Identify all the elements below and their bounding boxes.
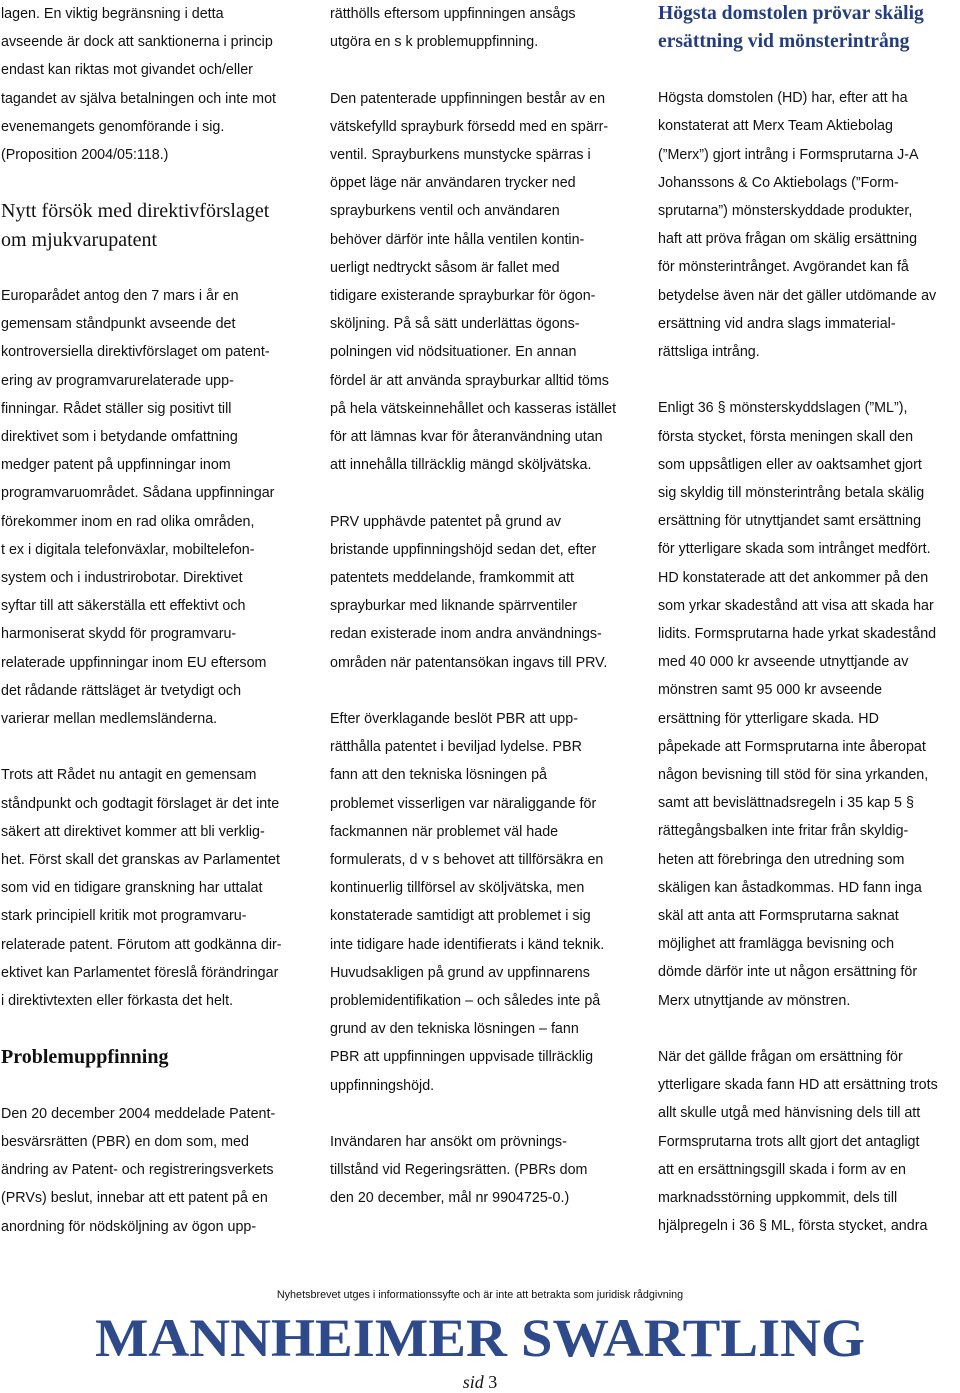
- paragraph: [330, 705, 630, 1100]
- text-line: Formsprutarna trots allt gjort det antagligt: [658, 1133, 920, 1150]
- text-line: inte tidigare hade identifierats i känd teknik.: [330, 936, 605, 953]
- text-line: t ex i digitala telefonväxlar, mobiltelefon-: [1, 541, 255, 558]
- page-number: [0, 1372, 960, 1393]
- section-heading: [658, 0, 960, 56]
- text-line: stark principiell kritik mot programvaru-: [1, 908, 247, 925]
- text-line: harmoniserat skydd för programvaru-: [1, 626, 237, 643]
- text-line: problemidentifikation – och således inte på: [330, 993, 601, 1010]
- text-line: ersättning för ytterligare skada. HD: [658, 710, 879, 727]
- text-line: HD konstaterade att det ankommer på den: [658, 569, 929, 586]
- text-line: kontinuerlig tillförsel av sköljvätska, men: [330, 880, 585, 897]
- text-line: Högsta domstolen prövar skälig: [658, 3, 924, 24]
- text-line: evenemangets genomförande i sig.: [1, 118, 225, 135]
- text-line: system och i industrirobotar. Direktivet: [1, 570, 243, 587]
- text-line: rätthölls eftersom uppfinningen ansågs: [330, 6, 576, 22]
- text-line: Den 20 december 2004 meddelade Patent-: [1, 1105, 276, 1122]
- text-line: lidits. Formsprutarna hade yrkat skadestånd: [658, 626, 937, 643]
- text-line: finningar. Rådet ställer sig positivt till: [1, 400, 232, 417]
- text-line: sig skyldig till mönsterintrång betala skälig: [658, 485, 925, 502]
- paragraph: [658, 84, 960, 366]
- paragraph: [658, 1043, 960, 1240]
- text-line: direktivet som i betydande omfattning: [1, 429, 238, 446]
- column-left: [1, 0, 301, 1241]
- text-line: problemet visserligen var näraliggande för: [330, 795, 597, 812]
- text-line: formulerats, d v s behovet att tillförsäkra en: [330, 852, 604, 869]
- text-line: Enligt 36 § mönsterskyddslagen (”ML”),: [658, 400, 908, 417]
- paragraph: [1, 761, 301, 1015]
- text-line: fördel är att använda sprayburkar alltid töms: [330, 372, 609, 389]
- text-line: haft att pröva frågan om skälig ersättning: [658, 231, 918, 248]
- mannheimer-swartling-logo: [95, 1306, 865, 1366]
- text-line: den 20 december, mål nr 9904725-0.): [330, 1190, 570, 1207]
- text-line: utgöra en s k problemuppfinning.: [330, 34, 539, 51]
- text-line: ersättning vid andra slags immaterial-: [658, 315, 896, 332]
- footer-disclaimer: Nyhetsbrevet utges i informationssyfte och är inte att betrakta som juridisk rådgivning: [276, 1289, 684, 1301]
- text-line: anordning för nödsköljning av ögon upp-: [1, 1218, 257, 1235]
- paragraph: [1, 282, 301, 733]
- text-line: med 40 000 kr avseende utnyttjande av: [658, 654, 909, 671]
- text-line: het. Först skall det granskas av Parlamentet: [1, 852, 280, 869]
- text-line: tillstånd vid Regeringsrätten. (PBRs dom: [330, 1162, 588, 1179]
- text-line: konstaterade samtidigt att problemet i sig: [330, 908, 591, 925]
- text-line: redan existerade inom andra användnings-: [330, 626, 602, 643]
- text-line: programvaruområdet. Sådana uppfinningar: [1, 485, 275, 502]
- text-line: rättsliga intrång.: [658, 344, 760, 361]
- section-heading: [1, 1043, 301, 1071]
- text-line: vätskefylld sprayburk försedd med en spärr-: [330, 118, 609, 135]
- text-line: Europarådet antog den 7 mars i år en: [1, 288, 239, 304]
- text-line: ventil. Sprayburkens munstycke spärras i: [330, 147, 591, 163]
- text-line: (PRVs) beslut, innebar att ett patent på en: [1, 1190, 268, 1207]
- text-line: heten att förebringa den utredning som: [658, 851, 905, 868]
- column-middle: [330, 0, 630, 1213]
- text-line: hjälpregeln i 36 § ML, första stycket, andra: [658, 1218, 928, 1235]
- text-line: kontroversiella direktivförslaget om patent-: [1, 344, 270, 361]
- text-line: Trots att Rådet nu antagit en gemensam: [1, 767, 257, 784]
- text-line: Merx utnyttjande av mönstren.: [658, 992, 851, 1009]
- text-line: syftar till att säkerställa ett effektivt och: [1, 598, 246, 615]
- text-line: områden när patentansökan ingavs till PRV.: [330, 654, 608, 671]
- text-line: uppfinningshöjd.: [330, 1077, 435, 1094]
- text-line: behöver därför inte hålla ventilen kontin-: [330, 231, 585, 248]
- text-line: i direktivtexten eller förkasta det helt.: [1, 993, 234, 1010]
- text-line: om mjukvarupatent: [1, 228, 158, 251]
- text-line: ståndpunkt och godtagit förslaget är det inte: [1, 795, 280, 812]
- text-line: det rådande rättsläget är tvetydigt och: [1, 682, 242, 699]
- text-line: Huvudsakligen på grund av uppfinnarens: [330, 964, 590, 981]
- paragraph: [330, 508, 630, 677]
- paragraph: [330, 85, 630, 480]
- text-line: (Proposition 2004/05:118.): [1, 147, 169, 164]
- text-line: som vid en tidigare granskning har uttalat: [1, 880, 263, 897]
- text-line: PRV upphävde patentet på grund av: [330, 513, 562, 530]
- text-line: Den patenterade uppfinningen består av en: [330, 90, 606, 107]
- text-line: ytterligare skada fann HD att ersättning trots: [658, 1077, 938, 1094]
- text-line: När det gällde frågan om ersättning för: [658, 1049, 903, 1066]
- page-number-value: 3: [488, 1372, 498, 1392]
- text-line: möjlighet att framlägga bevisning och: [658, 936, 895, 953]
- text-line: på hela vätskeinnehållet och kasseras istället: [330, 400, 617, 417]
- text-line: påpekade att Formsprutarna inte åberopat: [658, 738, 926, 755]
- text-line: fann att den tekniska lösningen på: [330, 767, 547, 784]
- text-line: skäl att anta att Formsprutarna saknat: [658, 908, 899, 925]
- text-line: konstaterat att Merx Team Aktiebolag: [658, 118, 893, 135]
- text-line: tidigare existerande sprayburkar för ögon-: [330, 288, 596, 305]
- text-line: Högsta domstolen (HD) har, efter att ha: [658, 90, 908, 107]
- text-line: sköljning. På så sätt underlättas ögons-: [330, 316, 580, 333]
- text-line: samt att bevislättnadsregeln i 35 kap 5 §: [658, 795, 914, 812]
- text-line: ersättning för utnyttjandet samt ersättning: [658, 513, 922, 530]
- paragraph: [658, 394, 960, 1014]
- text-line: tagandet av själva betalningen och inte mot: [1, 90, 277, 107]
- text-line: allt skulle utgå med hänvisning dels till att: [658, 1105, 921, 1122]
- text-line: rättegångsbalken inte fritar från skyldig-: [658, 823, 909, 840]
- text-line: att en ersättningsgill skada i form av en: [658, 1161, 906, 1178]
- text-line: uerligt nedtryckt såsom är fallet med: [330, 259, 560, 276]
- text-line: ändring av Patent- och registreringsverkets: [1, 1162, 274, 1179]
- text-line: grund av den tekniska lösningen – fann: [330, 1021, 579, 1038]
- text-line: sprayburkens ventil och användaren: [330, 203, 560, 220]
- text-line: för ytterligare skada som intrånget medfört.: [658, 541, 931, 558]
- text-line: ering av programvarurelaterade upp-: [1, 372, 234, 389]
- text-line: endast kan riktas mot givandet och/eller: [1, 62, 253, 79]
- text-line: första stycket, första meningen skall den: [658, 428, 914, 445]
- text-line: för mönsterintrånget. Avgörandet kan få: [658, 259, 909, 276]
- text-line: patentets meddelande, framkommit att: [330, 570, 574, 587]
- text-line: rätthålla patentet i beviljad lydelse. PBR: [330, 739, 582, 756]
- text-line: marknadsstörning uppkommit, dels till: [658, 1190, 898, 1207]
- text-line: skäligen kan åstadkommas. HD fann inga: [658, 879, 922, 896]
- text-line: varierar mellan medlemsländerna.: [1, 711, 218, 728]
- text-line: att innehålla tillräcklig mängd sköljvätska.: [330, 457, 592, 474]
- logo-text: MANNHEIMER SWARTLING: [95, 1308, 865, 1366]
- text-line: Efter överklagande beslöt PBR att upp-: [330, 711, 578, 728]
- text-line: (”Merx”) gjort intrång i Formsprutarna J-A: [658, 146, 919, 163]
- section-heading: [1, 197, 301, 253]
- text-line: någon bevisning till stöd för sina yrkanden,: [658, 767, 929, 784]
- text-line: Johanssons & Co Aktiebolags (”Form-: [658, 174, 899, 191]
- text-line: sprutarna”) mönsterskyddade produkter,: [658, 203, 913, 219]
- text-line: avseende är dock att sanktionerna i princip: [1, 34, 273, 51]
- text-line: medger patent på uppfinningar inom: [1, 457, 231, 474]
- text-line: relaterade uppfinningar inom EU eftersom: [1, 654, 267, 671]
- text-line: som yrkar skadestånd att visa att skada har: [658, 597, 934, 614]
- text-line: som uppsåtligen eller av oaktsamhet gjort: [658, 456, 922, 473]
- text-line: ersättning vid mönsterintrång: [658, 31, 910, 52]
- text-line: bristande uppfinningshöjd sedan det, efter: [330, 541, 597, 558]
- text-line: öppet läge när användaren trycker ned: [330, 175, 576, 192]
- text-line: besvärsrätten (PBR) en dom som, med: [1, 1134, 249, 1151]
- paragraph: [330, 0, 630, 56]
- text-line: gemensam ståndpunkt avseende det: [1, 316, 236, 333]
- text-line: relaterade patent. Förutom att godkänna dir-: [1, 936, 282, 953]
- text-line: dömde därför inte ut någon ersättning för: [658, 964, 918, 981]
- text-line: lagen. En viktig begränsning i detta: [1, 6, 224, 22]
- paragraph: [1, 1100, 301, 1241]
- paragraph: [330, 1128, 630, 1213]
- text-line: ektivet kan Parlamentet föreslå förändringar: [1, 964, 279, 981]
- text-line: Nytt försök med direktivförslaget: [1, 200, 270, 223]
- text-line: betydelse även när det gäller utdömande av: [658, 287, 937, 304]
- page-label: sid: [462, 1372, 484, 1392]
- text-line: förekommer inom en rad olika områden,: [1, 513, 255, 530]
- text-line: Problemuppfinning: [1, 1046, 169, 1069]
- text-line: för att lämnas kvar för återanvändning utan: [330, 429, 603, 446]
- text-line: fackmannen när problemet väl hade: [330, 823, 559, 840]
- text-line: polningen vid nödsituationer. En annan: [330, 344, 577, 361]
- text-line: PBR att uppfinningen uppvisade tillräcklig: [330, 1049, 594, 1066]
- text-line: sprayburkar med liknande spärrventiler: [330, 598, 578, 615]
- paragraph: [1, 0, 301, 169]
- column-right: [658, 0, 960, 1240]
- text-line: säkert att direktivet kommer att bli verklig-: [1, 823, 265, 840]
- text-line: Invändaren har ansökt om prövnings-: [330, 1134, 567, 1151]
- text-line: mönstren samt 95 000 kr avseende: [658, 682, 883, 699]
